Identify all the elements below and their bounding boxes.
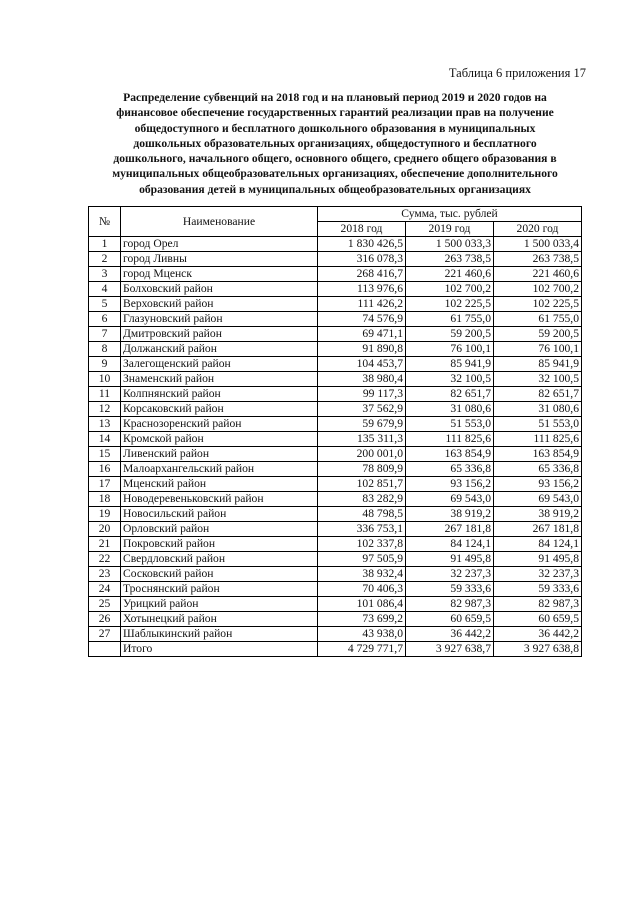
amount-2019: 32 100,5 [406, 372, 494, 387]
row-number: 24 [89, 582, 121, 597]
amount-2020: 91 495,8 [494, 552, 582, 567]
municipality-name: Орловский район [121, 522, 318, 537]
header-number: № [89, 207, 121, 237]
table-row [89, 552, 582, 567]
amount-2018: 316 078,3 [318, 252, 406, 267]
amount-2020: 163 854,9 [494, 447, 582, 462]
amount-2019: 82 987,3 [406, 597, 494, 612]
row-number: 17 [89, 477, 121, 492]
title-line: образования детей в муниципальных общеобразовательных организациях [139, 182, 531, 196]
total-row [89, 642, 582, 657]
amount-2018: 336 753,1 [318, 522, 406, 537]
amount-2020: 263 738,5 [494, 252, 582, 267]
amount-2019: 38 919,2 [406, 507, 494, 522]
amount-2018: 69 471,1 [318, 327, 406, 342]
amount-2019: 59 333,6 [406, 582, 494, 597]
table-row [89, 462, 582, 477]
amount-2019: 85 941,9 [406, 357, 494, 372]
amount-2018: 104 453,7 [318, 357, 406, 372]
table-row [89, 402, 582, 417]
amount-2020: 32 237,3 [494, 567, 582, 582]
amount-2020: 59 200,5 [494, 327, 582, 342]
municipality-name: Болховский район [121, 282, 318, 297]
table-row [89, 597, 582, 612]
municipality-name: Залегощенский район [121, 357, 318, 372]
row-number: 5 [89, 297, 121, 312]
amount-2018: 101 086,4 [318, 597, 406, 612]
row-number: 10 [89, 372, 121, 387]
header-year: 2018 год [318, 222, 406, 237]
municipality-name: Знаменский район [121, 372, 318, 387]
title-line: дошкольных образовательных организациях, общедоступного и бесплатного [133, 136, 537, 150]
amount-2018: 73 699,2 [318, 612, 406, 627]
title-line: дошкольного, начального общего, основного общего, среднего общего образования в [113, 152, 557, 166]
amount-2019: 91 495,8 [406, 552, 494, 567]
title-line: муниципальных общеобразовательных организациях, обеспечение дополнительного [112, 167, 558, 181]
header-year: 2019 год [406, 222, 494, 237]
amount-2020: 102 225,5 [494, 297, 582, 312]
total-number-cell [89, 642, 121, 657]
amount-2019: 102 225,5 [406, 297, 494, 312]
table-row [89, 582, 582, 597]
amount-2018: 59 679,9 [318, 417, 406, 432]
amount-2018: 78 809,9 [318, 462, 406, 477]
subsidy-table [88, 206, 582, 657]
row-number: 15 [89, 447, 121, 462]
municipality-name: Должанский район [121, 342, 318, 357]
row-number: 8 [89, 342, 121, 357]
table-row [89, 432, 582, 447]
total-2019: 3 927 638,7 [406, 642, 494, 657]
amount-2018: 37 562,9 [318, 402, 406, 417]
amount-2019: 69 543,0 [406, 492, 494, 507]
amount-2020: 61 755,0 [494, 312, 582, 327]
row-number: 18 [89, 492, 121, 507]
amount-2020: 31 080,6 [494, 402, 582, 417]
row-number: 21 [89, 537, 121, 552]
municipality-name: Глазуновский район [121, 312, 318, 327]
amount-2018: 268 416,7 [318, 267, 406, 282]
table-row [89, 342, 582, 357]
row-number: 7 [89, 327, 121, 342]
amount-2018: 38 980,4 [318, 372, 406, 387]
row-number: 2 [89, 252, 121, 267]
header-sum: Сумма, тыс. рублей [318, 207, 582, 222]
municipality-name: Ливенский район [121, 447, 318, 462]
amount-2020: 36 442,2 [494, 627, 582, 642]
table-row [89, 372, 582, 387]
table-row [89, 327, 582, 342]
amount-2019: 267 181,8 [406, 522, 494, 537]
amount-2019: 76 100,1 [406, 342, 494, 357]
row-number: 12 [89, 402, 121, 417]
table-row [89, 417, 582, 432]
municipality-name: город Орел [121, 237, 318, 252]
row-number: 19 [89, 507, 121, 522]
table-row [89, 357, 582, 372]
amount-2020: 82 651,7 [494, 387, 582, 402]
amount-2019: 221 460,6 [406, 267, 494, 282]
row-number: 13 [89, 417, 121, 432]
amount-2018: 111 426,2 [318, 297, 406, 312]
amount-2018: 102 851,7 [318, 477, 406, 492]
municipality-name: Верховский район [121, 297, 318, 312]
amount-2018: 38 932,4 [318, 567, 406, 582]
amount-2018: 97 505,9 [318, 552, 406, 567]
amount-2019: 84 124,1 [406, 537, 494, 552]
table-row [89, 612, 582, 627]
row-number: 4 [89, 282, 121, 297]
table-row [89, 477, 582, 492]
row-number: 16 [89, 462, 121, 477]
municipality-name: Троснянский район [121, 582, 318, 597]
row-number: 23 [89, 567, 121, 582]
municipality-name: Сосковский район [121, 567, 318, 582]
table-header-row [89, 207, 582, 222]
municipality-name: Малоархангельский район [121, 462, 318, 477]
amount-2020: 93 156,2 [494, 477, 582, 492]
amount-2019: 65 336,8 [406, 462, 494, 477]
amount-2018: 200 001,0 [318, 447, 406, 462]
table-row [89, 237, 582, 252]
amount-2018: 1 830 426,5 [318, 237, 406, 252]
amount-2020: 102 700,2 [494, 282, 582, 297]
amount-2019: 31 080,6 [406, 402, 494, 417]
row-number: 22 [89, 552, 121, 567]
row-number: 26 [89, 612, 121, 627]
row-number: 3 [89, 267, 121, 282]
municipality-name: Мценский район [121, 477, 318, 492]
municipality-name: Дмитровский район [121, 327, 318, 342]
header-name: Наименование [121, 207, 318, 237]
municipality-name: Свердловский район [121, 552, 318, 567]
amount-2019: 263 738,5 [406, 252, 494, 267]
row-number: 27 [89, 627, 121, 642]
amount-2020: 60 659,5 [494, 612, 582, 627]
table-row [89, 537, 582, 552]
amount-2019: 32 237,3 [406, 567, 494, 582]
municipality-name: Покровский район [121, 537, 318, 552]
amount-2019: 82 651,7 [406, 387, 494, 402]
amount-2019: 51 553,0 [406, 417, 494, 432]
row-number: 6 [89, 312, 121, 327]
row-number: 1 [89, 237, 121, 252]
table-row [89, 282, 582, 297]
municipality-name: Кромской район [121, 432, 318, 447]
municipality-name: Урицкий район [121, 597, 318, 612]
amount-2020: 82 987,3 [494, 597, 582, 612]
amount-2018: 83 282,9 [318, 492, 406, 507]
amount-2018: 102 337,8 [318, 537, 406, 552]
amount-2019: 102 700,2 [406, 282, 494, 297]
amount-2020: 69 543,0 [494, 492, 582, 507]
municipality-name: Краснозоренский район [121, 417, 318, 432]
table-row [89, 627, 582, 642]
municipality-name: город Мценск [121, 267, 318, 282]
amount-2018: 99 117,3 [318, 387, 406, 402]
amount-2020: 32 100,5 [494, 372, 582, 387]
amount-2019: 59 200,5 [406, 327, 494, 342]
title-line: общедоступного и бесплатного дошкольного образования в муниципальных [134, 121, 536, 135]
amount-2019: 163 854,9 [406, 447, 494, 462]
amount-2020: 65 336,8 [494, 462, 582, 477]
amount-2020: 111 825,6 [494, 432, 582, 447]
municipality-name: Хотынецкий район [121, 612, 318, 627]
row-number: 14 [89, 432, 121, 447]
municipality-name: Новосильский район [121, 507, 318, 522]
amount-2018: 74 576,9 [318, 312, 406, 327]
table-row [89, 312, 582, 327]
amount-2020: 76 100,1 [494, 342, 582, 357]
table-row [89, 447, 582, 462]
header-year: 2020 год [494, 222, 582, 237]
amount-2019: 36 442,2 [406, 627, 494, 642]
row-number: 11 [89, 387, 121, 402]
table-row [89, 522, 582, 537]
amount-2019: 111 825,6 [406, 432, 494, 447]
amount-2018: 91 890,8 [318, 342, 406, 357]
amount-2018: 70 406,3 [318, 582, 406, 597]
table-row [89, 507, 582, 522]
amount-2019: 1 500 033,3 [406, 237, 494, 252]
amount-2018: 43 938,0 [318, 627, 406, 642]
title-line: финансовое обеспечение государственных гарантий реализации прав на получение [116, 106, 554, 120]
amount-2019: 60 659,5 [406, 612, 494, 627]
amount-2020: 51 553,0 [494, 417, 582, 432]
table-body [89, 237, 582, 657]
table-row [89, 492, 582, 507]
table-row [89, 297, 582, 312]
amount-2019: 93 156,2 [406, 477, 494, 492]
municipality-name: Корсаковский район [121, 402, 318, 417]
total-2020: 3 927 638,8 [494, 642, 582, 657]
table-row [89, 267, 582, 282]
amount-2020: 267 181,8 [494, 522, 582, 537]
amount-2020: 1 500 033,4 [494, 237, 582, 252]
row-number: 20 [89, 522, 121, 537]
municipality-name: Колпнянский район [121, 387, 318, 402]
amount-2020: 85 941,9 [494, 357, 582, 372]
municipality-name: город Ливны [121, 252, 318, 267]
annex-label: Таблица 6 приложения 17 [448, 66, 586, 80]
amount-2020: 84 124,1 [494, 537, 582, 552]
total-label: Итого [121, 642, 318, 657]
document-title [90, 90, 580, 197]
municipality-name: Новодеревеньковский район [121, 492, 318, 507]
title-line: Распределение субвенций на 2018 год и на плановый период 2019 и 2020 годов на [123, 91, 547, 104]
amount-2020: 59 333,6 [494, 582, 582, 597]
row-number: 9 [89, 357, 121, 372]
table-row [89, 387, 582, 402]
table-row [89, 252, 582, 267]
row-number: 25 [89, 597, 121, 612]
municipality-name: Шаблыкинский район [121, 627, 318, 642]
amount-2018: 113 976,6 [318, 282, 406, 297]
amount-2018: 48 798,5 [318, 507, 406, 522]
total-2018: 4 729 771,7 [318, 642, 406, 657]
table-row [89, 567, 582, 582]
amount-2018: 135 311,3 [318, 432, 406, 447]
amount-2020: 38 919,2 [494, 507, 582, 522]
amount-2019: 61 755,0 [406, 312, 494, 327]
amount-2020: 221 460,6 [494, 267, 582, 282]
